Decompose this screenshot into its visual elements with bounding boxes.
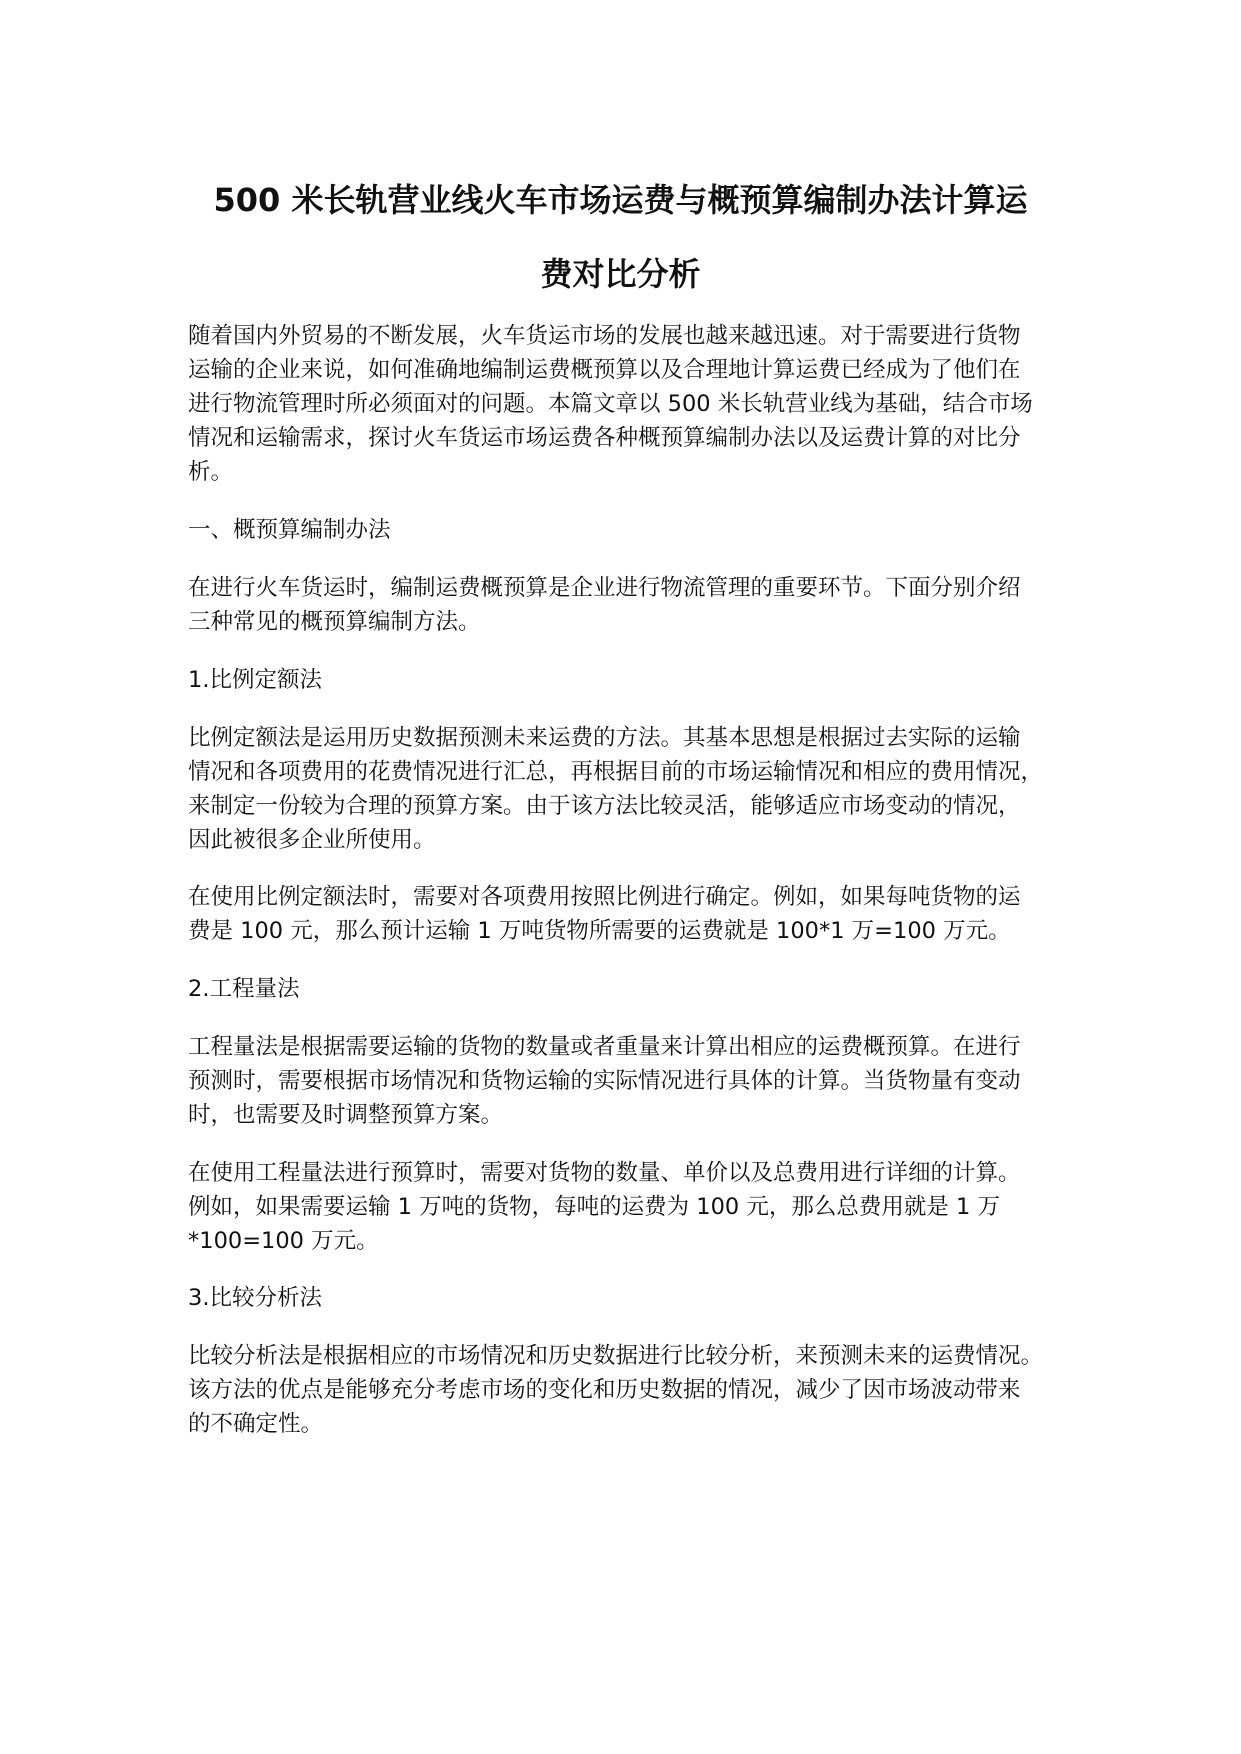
body-line: 进行物流管理时所必须面对的问题。本篇文章以 500 米长轨营业线为基础，结合市场	[188, 391, 1033, 417]
body-line: 例如，如果需要运输 1 万吨的货物，每吨的运费为 100 元，那么总费用就是 1 万	[188, 1194, 1000, 1220]
body-line: 三种常见的概预算编制方法。	[188, 609, 481, 635]
document-title-line-2: 费对比分析	[540, 255, 701, 293]
body-line: 的不确定性。	[188, 1411, 324, 1437]
body-line: 在使用工程量法进行预算时，需要对货物的数量、单价以及总费用进行详细的计算。	[188, 1160, 1021, 1186]
subsection-heading: 1.比例定额法	[188, 667, 322, 693]
body-line: 预测时，需要根据市场情况和货物运输的实际情况进行具体的计算。当货物量有变动	[188, 1068, 1021, 1094]
body-line: 该方法的优点是能够充分考虑市场的变化和历史数据的情况，减少了因市场波动带来	[188, 1377, 1021, 1403]
body-line: 运输的企业来说，如何准确地编制运费概预算以及合理地计算运费已经成为了他们在	[188, 357, 1021, 383]
body-line: 来制定一份较为合理的预算方案。由于该方法比较灵活，能够适应市场变动的情况，	[188, 793, 1021, 819]
subsection-heading: 3.比较分析法	[188, 1285, 322, 1311]
subsection-heading: 2.工程量法	[188, 976, 300, 1002]
body-line: 情况和各项费用的花费情况进行汇总，再根据目前的市场运输情况和相应的费用情况，	[188, 759, 1044, 785]
body-line: 情况和运输需求，探讨火车货运市场运费各种概预算编制办法以及运费计算的对比分	[188, 425, 1021, 451]
document-title-line-1: 500 米长轨营业线火车市场运费与概预算编制办法计算运	[213, 181, 1028, 219]
body-line: *100=100 万元。	[188, 1228, 379, 1254]
body-line: 费是 100 元，那么预计运输 1 万吨货物所需要的运费就是 100*1 万=100 万元。	[188, 918, 1011, 944]
body-line: 在进行火车货运时，编制运费概预算是企业进行物流管理的重要环节。下面分别介绍	[188, 575, 1021, 601]
section-heading: 一、概预算编制办法	[188, 517, 391, 543]
body-line: 因此被很多企业所使用。	[188, 827, 436, 853]
body-line: 时，也需要及时调整预算方案。	[188, 1102, 504, 1128]
body-line: 比较分析法是根据相应的市场情况和历史数据进行比较分析，来预测未来的运费情况。	[188, 1343, 1044, 1369]
body-line: 析。	[188, 459, 234, 485]
body-line: 工程量法是根据需要运输的货物的数量或者重量来计算出相应的运费概预算。在进行	[188, 1034, 1021, 1060]
body-line: 在使用比例定额法时，需要对各项费用按照比例进行确定。例如，如果每吨货物的运	[188, 884, 1021, 910]
body-line: 随着国内外贸易的不断发展，火车货运市场的发展也越来越迅速。对于需要进行货物	[188, 323, 1021, 349]
body-line: 比例定额法是运用历史数据预测未来运费的方法。其基本思想是根据过去实际的运输	[188, 725, 1021, 751]
